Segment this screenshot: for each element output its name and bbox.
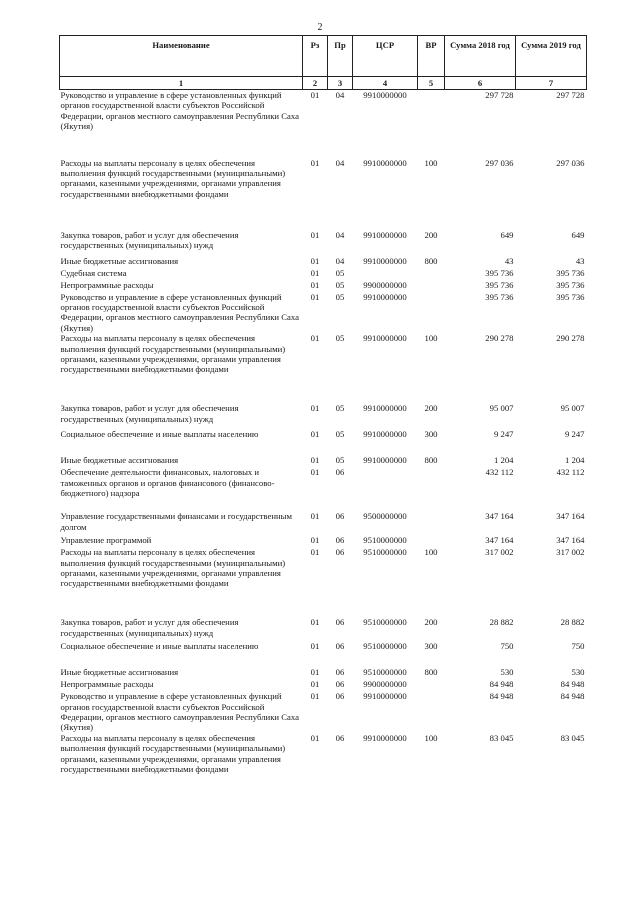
row-sum-2018: 317 002: [485, 547, 514, 558]
row-sum-2019: 347 164: [556, 511, 585, 522]
row-sum-2019: 347 164: [556, 535, 585, 546]
table-row: [60, 230, 587, 256]
row-name: Закупка товаров, работ и услуг для обеспечения государственных (муниципальных) нужд: [60, 229, 239, 250]
row-rz: 01: [310, 511, 320, 522]
row-sum-2018: 28 882: [489, 617, 514, 628]
row-pr: 04: [335, 90, 345, 100]
row-vr: 100: [424, 732, 438, 743]
row-csr: 9910000000: [363, 255, 407, 266]
row-pr: 06: [335, 617, 345, 628]
row-pr: 06: [335, 732, 345, 743]
row-csr: 9900000000: [363, 279, 407, 290]
row-csr: 9500000000: [363, 511, 407, 522]
row-vr: 200: [424, 229, 438, 240]
row-vr: [418, 535, 445, 547]
row-rz: 01: [310, 229, 320, 240]
row-csr: 9510000000: [363, 667, 407, 678]
row-sum-2019: 649: [571, 229, 585, 240]
row-sum-2019: 317 002: [556, 547, 585, 558]
table-row: [60, 403, 587, 429]
row-name: Руководство и управление в сфере установленных функций органов государственной власти субъектов Российской Федерации, органов местного самоуправления Республики Саха (Якутия): [60, 90, 299, 132]
row-rz: 01: [310, 617, 320, 628]
row-sum-2018: 395 736: [485, 291, 514, 302]
row-sum-2018: 347 164: [485, 535, 514, 546]
row-sum-2019: 530: [571, 667, 585, 678]
table-row: [60, 333, 587, 403]
header-sum-2018: Сумма 2018 год: [445, 36, 516, 77]
row-sum-2018: 290 278: [485, 333, 514, 344]
row-sum-2018: 43: [504, 255, 514, 266]
row-vr: [418, 280, 445, 292]
column-number: 1: [60, 77, 303, 90]
row-vr: 800: [424, 667, 438, 678]
row-sum-2018: 649: [500, 229, 514, 240]
row-rz: 01: [310, 535, 320, 546]
row-sum-2018: 297 036: [485, 157, 514, 168]
row-sum-2018: 84 948: [489, 679, 514, 690]
row-vr: [418, 268, 445, 280]
row-rz: 01: [310, 429, 320, 440]
row-vr: 200: [424, 403, 438, 414]
row-name: Управление программой: [60, 535, 152, 546]
row-csr: 9910000000: [363, 429, 407, 440]
row-rz: 01: [310, 267, 320, 278]
row-pr: 04: [335, 255, 345, 266]
row-sum-2019: 297 728: [556, 90, 585, 100]
row-sum-2019: 95 007: [560, 403, 585, 414]
table-row: [60, 617, 587, 641]
row-csr: 9510000000: [363, 547, 407, 558]
row-name: Непрограммные расходы: [60, 279, 154, 290]
row-rz: 01: [310, 641, 320, 652]
row-rz: 01: [310, 455, 320, 466]
table-row: [60, 158, 587, 230]
row-name: Расходы на выплаты персоналу в целях обеспечения выполнения функций государственными (муниципальными) органами, казенными учреждениями, органами управления государственными внебюджетными фондами: [60, 547, 286, 589]
row-vr: 800: [424, 455, 438, 466]
page-number: 2: [317, 22, 323, 33]
row-sum-2019: 9 247: [564, 429, 585, 440]
header-name: Наименование: [60, 36, 303, 77]
column-number: 6: [445, 77, 516, 90]
row-vr: [418, 511, 445, 535]
row-rz: 01: [310, 403, 320, 414]
row-sum-2019: 84 948: [560, 679, 585, 690]
row-sum-2019: 84 948: [560, 691, 585, 702]
row-rz: 01: [310, 291, 320, 302]
row-pr: 04: [335, 157, 345, 168]
table-row: [60, 679, 587, 691]
row-name: Социальное обеспечение и иные выплаты населению: [60, 641, 259, 652]
row-vr: 100: [424, 547, 438, 558]
table-row: [60, 429, 587, 455]
row-name: Управление государственными финансами и государственным долгом: [60, 511, 292, 532]
row-vr: 800: [424, 255, 438, 266]
row-csr: 9910000000: [363, 403, 407, 414]
table-row: [60, 733, 587, 797]
row-sum-2018: 530: [500, 667, 514, 678]
row-sum-2018: 347 164: [485, 511, 514, 522]
row-rz: 01: [310, 157, 320, 168]
column-number: 3: [328, 77, 353, 90]
row-pr: 05: [335, 333, 345, 344]
row-vr: [418, 292, 445, 334]
row-pr: 05: [335, 429, 345, 440]
table-row: [60, 667, 587, 679]
table-row: [60, 256, 587, 268]
row-csr: 9910000000: [363, 157, 407, 168]
row-vr: [418, 679, 445, 691]
column-number: 7: [516, 77, 587, 90]
row-sum-2019: 395 736: [556, 267, 585, 278]
row-rz: 01: [310, 667, 320, 678]
row-pr: 05: [335, 403, 345, 414]
row-rz: 01: [310, 90, 320, 100]
row-pr: 06: [335, 667, 345, 678]
row-pr: 06: [335, 535, 345, 546]
row-vr: 100: [424, 333, 438, 344]
header-pr: Пр: [328, 36, 353, 77]
header-row: [60, 36, 587, 77]
row-csr: 9910000000: [363, 90, 407, 100]
row-vr: 300: [424, 429, 438, 440]
row-pr: 05: [335, 455, 345, 466]
row-csr: [353, 268, 418, 280]
row-pr: 05: [335, 279, 345, 290]
row-name: Иные бюджетные ассигнования: [60, 255, 179, 266]
row-sum-2018: 1 204: [493, 455, 514, 466]
row-rz: 01: [310, 467, 320, 478]
row-name: Обеспечение деятельности финансовых, налоговых и таможенных органов и органов финансового (финансово-бюджетного) надзора: [60, 467, 275, 498]
row-csr: 9910000000: [363, 732, 407, 743]
table-row: [60, 280, 587, 292]
row-sum-2018: 9 247: [493, 429, 514, 440]
row-sum-2018: 84 948: [489, 691, 514, 702]
row-csr: 9510000000: [363, 641, 407, 652]
row-csr: 9910000000: [363, 455, 407, 466]
row-vr: 200: [424, 617, 438, 628]
row-name: Иные бюджетные ассигнования: [60, 667, 179, 678]
row-csr: 9910000000: [363, 229, 407, 240]
row-sum-2018: 432 112: [485, 467, 514, 478]
table-row: [60, 455, 587, 467]
row-rz: 01: [310, 547, 320, 558]
row-name: Судебная система: [60, 267, 127, 278]
row-name: Расходы на выплаты персоналу в целях обеспечения выполнения функций государственными (муниципальными) органами, казенными учреждениями, органами управления государственными внебюджетными фондами: [60, 157, 286, 199]
column-number: 4: [353, 77, 418, 90]
table-row: [60, 691, 587, 733]
row-rz: 01: [310, 279, 320, 290]
header-sum-2019: Сумма 2019 год: [516, 36, 587, 77]
table-row: [60, 511, 587, 535]
row-name: Руководство и управление в сфере установленных функций органов государственной власти субъектов Российской Федерации, органов местного самоуправления Республики Саха (Якутия): [60, 291, 299, 333]
row-vr: [418, 467, 445, 511]
row-pr: 04: [335, 229, 345, 240]
row-sum-2019: 395 736: [556, 291, 585, 302]
row-sum-2019: 297 036: [556, 157, 585, 168]
row-pr: 06: [335, 641, 345, 652]
table-row: [60, 547, 587, 617]
row-csr: 9910000000: [363, 333, 407, 344]
row-rz: 01: [310, 679, 320, 690]
row-sum-2018: 297 728: [485, 90, 514, 100]
column-number: 2: [303, 77, 328, 90]
row-sum-2019: 83 045: [560, 732, 585, 743]
row-pr: 05: [335, 291, 345, 302]
row-vr: [418, 90, 445, 158]
column-number-row: [60, 77, 587, 90]
row-sum-2019: 1 204: [564, 455, 585, 466]
row-sum-2019: 432 112: [556, 467, 585, 478]
row-pr: 06: [335, 467, 345, 478]
header-rz: Рз: [303, 36, 328, 77]
row-name: Расходы на выплаты персоналу в целях обеспечения выполнения функций государственными (муниципальными) органами, казенными учреждениями, органами управления государственными внебюджетными фондами: [60, 732, 286, 774]
header-csr: ЦСР: [353, 36, 418, 77]
row-name: Расходы на выплаты персоналу в целях обеспечения выполнения функций государственными (муниципальными) органами, казенными учреждениями, органами управления государственными внебюджетными фондами: [60, 333, 286, 375]
row-pr: 06: [335, 547, 345, 558]
row-rz: 01: [310, 333, 320, 344]
row-rz: 01: [310, 691, 320, 702]
row-csr: 9510000000: [363, 617, 407, 628]
table-row: [60, 535, 587, 547]
row-name: Закупка товаров, работ и услуг для обеспечения государственных (муниципальных) нужд: [60, 617, 239, 638]
row-name: Непрограммные расходы: [60, 679, 154, 690]
row-sum-2019: 290 278: [556, 333, 585, 344]
row-sum-2019: 43: [575, 255, 585, 266]
row-vr: 300: [424, 641, 438, 652]
row-sum-2018: 395 736: [485, 279, 514, 290]
row-sum-2018: 750: [500, 641, 514, 652]
row-csr: 9900000000: [363, 679, 407, 690]
row-vr: 100: [424, 157, 438, 168]
table-row: [60, 292, 587, 334]
table-row: [60, 90, 587, 158]
row-sum-2018: 95 007: [489, 403, 514, 414]
table-row: [60, 641, 587, 667]
row-vr: [418, 691, 445, 733]
row-pr: 06: [335, 679, 345, 690]
row-csr: 9910000000: [363, 291, 407, 302]
row-csr: 9910000000: [363, 691, 407, 702]
row-sum-2019: 28 882: [560, 617, 585, 628]
row-rz: 01: [310, 255, 320, 266]
row-csr: [353, 467, 418, 511]
row-pr: 06: [335, 511, 345, 522]
row-sum-2018: 83 045: [489, 732, 514, 743]
row-name: Руководство и управление в сфере установленных функций органов государственной власти субъектов Российской Федерации, органов местного самоуправления Республики Саха (Якутия): [60, 691, 299, 733]
row-name: Социальное обеспечение и иные выплаты населению: [60, 429, 259, 440]
row-name: Иные бюджетные ассигнования: [60, 455, 179, 466]
row-sum-2018: 395 736: [485, 267, 514, 278]
row-csr: 9510000000: [363, 535, 407, 546]
row-sum-2019: 750: [571, 641, 585, 652]
row-name: Закупка товаров, работ и услуг для обеспечения государственных (муниципальных) нужд: [60, 403, 239, 424]
header-vr: ВР: [418, 36, 445, 77]
row-pr: 05: [335, 267, 345, 278]
budget-table: [59, 35, 587, 797]
row-pr: 06: [335, 691, 345, 702]
row-rz: 01: [310, 732, 320, 743]
row-sum-2019: 395 736: [556, 279, 585, 290]
table-body: [60, 90, 587, 797]
table-row: [60, 268, 587, 280]
column-number: 5: [418, 77, 445, 90]
table-row: [60, 467, 587, 511]
